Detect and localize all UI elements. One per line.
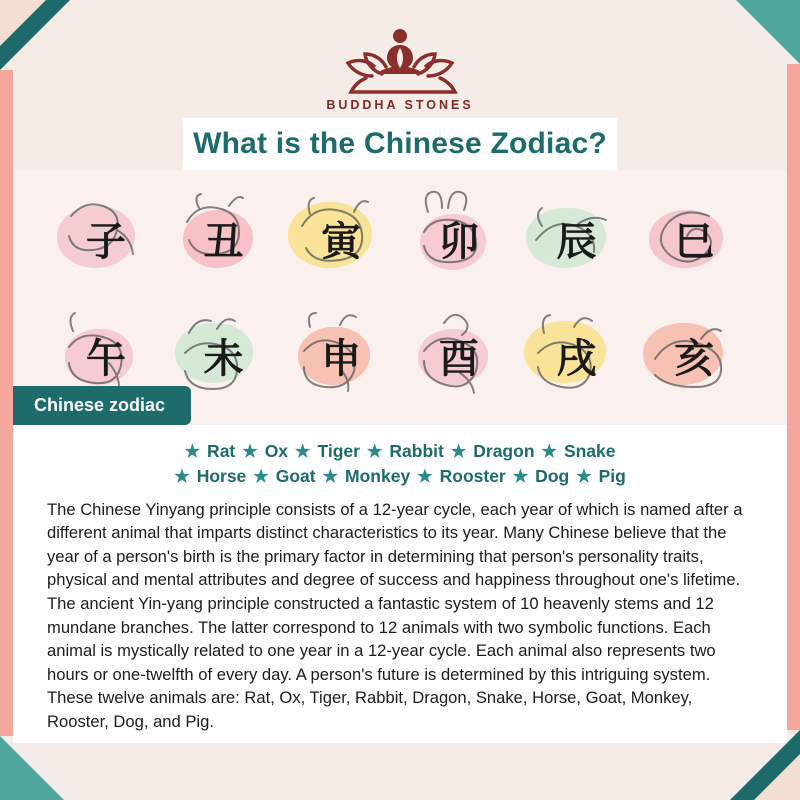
zodiac-branch-character: 午 — [85, 336, 126, 382]
brand-name: BUDDHA STONES — [326, 98, 474, 112]
star-icon: ★ — [417, 466, 433, 487]
zodiac-branch-character: 亥 — [674, 336, 715, 382]
corner-top-right — [736, 0, 800, 64]
animal-name-dog: Dog — [530, 466, 575, 487]
zodiac-glyph-rabbit — [400, 180, 518, 297]
zodiac-glyph-grid — [47, 180, 753, 414]
zodiac-branch-character: 卯 — [438, 219, 479, 265]
corner-bottom-right-inner — [754, 754, 800, 800]
zodiac-glyph-monkey — [282, 297, 400, 414]
animal-name-rat: Rat — [202, 441, 241, 461]
title-band — [183, 118, 617, 172]
zodiac-branch-character: 子 — [85, 219, 126, 265]
star-icon: ★ — [541, 441, 558, 461]
animal-row-1 — [47, 439, 753, 464]
animal-name-horse: Horse — [191, 466, 252, 487]
zodiac-branch-character: 酉 — [438, 336, 479, 382]
poster-inner — [13, 0, 787, 800]
animal-name-pig: Pig — [593, 466, 626, 487]
zodiac-description-paragraph: The Chinese Yinyang principle consists of a 12-year cycle, each year of which is named after a different animal that imparts distinct characteristics to its year. Many Chinese believe that the year of a person's birth is the primary factor in determining that person's personality traits, physical and mental attributes and degree of success and happiness throughout one's lifetime. The ancient Yin-yang principle constructed a fantastic system of 10 heavenly stems and 12 mundane branches. The latter correspond to 12 animals with two symbolic functions. Each animal is mystically related to one year in a 12-year cycle. Each animal also represents two hours or one-twelfth of every day. A person's future is determined by this intriguing system. These twelve animals are: Rat, Ox, Tiger, Rabbit, Dragon, Snake, Horse, Goat, Monkey, Rooster, Dog, and Pig. — [47, 499, 743, 731]
star-icon: ★ — [253, 466, 269, 487]
zodiac-glyph-dragon — [518, 180, 636, 297]
zodiac-glyph-dog — [518, 297, 636, 414]
zodiac-glyph-rooster — [400, 297, 518, 414]
animal-name-rooster: Rooster — [434, 466, 511, 487]
zodiac-glyph-pig — [635, 297, 753, 414]
animal-name-rabbit: Rabbit — [384, 441, 449, 461]
zodiac-glyph-ox — [165, 180, 283, 297]
zodiac-branch-character: 辰 — [556, 219, 597, 265]
page-title: What is the Chinese Zodiac? — [193, 127, 607, 160]
star-icon: ★ — [294, 441, 311, 461]
star-icon: ★ — [576, 466, 592, 487]
animal-name-monkey: Monkey — [340, 466, 416, 487]
zodiac-glyph-rat — [47, 180, 165, 297]
animal-name-snake: Snake — [559, 441, 616, 461]
brand-logo — [13, 0, 787, 112]
content-section — [13, 425, 787, 743]
lotus-meditation-icon — [342, 22, 458, 94]
animal-name-ox: Ox — [259, 441, 293, 461]
animal-name-list — [47, 439, 753, 490]
zodiac-art-panel — [13, 170, 787, 425]
animal-name-goat: Goat — [270, 466, 321, 487]
star-icon: ★ — [174, 466, 190, 487]
corner-bottom-left — [0, 736, 64, 800]
star-icon: ★ — [366, 441, 383, 461]
poster-header — [13, 0, 787, 170]
zodiac-branch-character: 申 — [321, 336, 362, 382]
zodiac-branch-character: 寅 — [321, 219, 362, 265]
star-icon: ★ — [512, 466, 529, 487]
zodiac-branch-character: 戌 — [556, 336, 597, 382]
star-icon: ★ — [450, 441, 467, 461]
zodiac-branch-character: 未 — [203, 336, 244, 382]
star-icon: ★ — [242, 441, 258, 461]
right-border-stripe — [787, 64, 800, 730]
star-icon: ★ — [184, 441, 201, 461]
chinese-zodiac-ribbon: Chinese zodiac — [13, 386, 191, 425]
zodiac-glyph-tiger — [282, 180, 400, 297]
zodiac-glyph-snake — [635, 180, 753, 297]
zodiac-branch-character: 巳 — [674, 219, 715, 265]
animal-row-2 — [47, 464, 753, 489]
zodiac-branch-character: 丑 — [203, 219, 244, 265]
animal-name-dragon: Dragon — [468, 441, 540, 461]
star-icon: ★ — [322, 466, 339, 487]
corner-top-left-inner — [0, 0, 46, 46]
left-border-stripe — [0, 70, 13, 736]
animal-name-tiger: Tiger — [312, 441, 365, 461]
